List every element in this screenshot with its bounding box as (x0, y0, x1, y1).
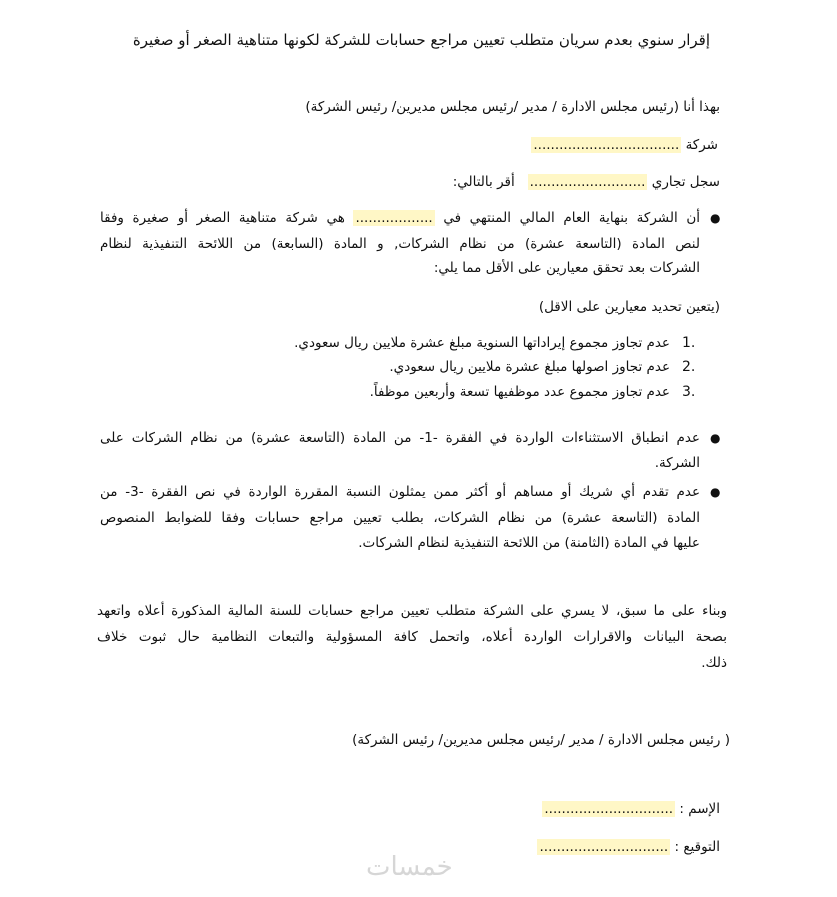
bullet1-line2: لنص المادة (التاسعة عشرة) من نظام الشركات, و المادة (السابعة) من اللائحة التنفيذية لنظام (100, 236, 700, 252)
signature-label: التوقيع : (674, 839, 720, 855)
criterion-item: عدم تجاوز مجموع عدد موظفيها تسعة وأربعين موظفاً. (369, 384, 670, 400)
bullet2-line1: عدم انطباق الاستثناءات الواردة في الفقرة -1- من المادة (التاسعة عشرة) من نظام الشركات على (100, 430, 700, 446)
criteria-note: (يتعين تحديد معيارين على الاقل) (538, 299, 720, 315)
company-line (531, 135, 718, 155)
intro-line: بهذا أنا (رئيس مجلس الادارة / مدير /رئيس مجلس مديرين/ رئيس الشركة) (305, 99, 720, 115)
bullet3-line1: عدم تقدم أي شريك أو مساهم أو أكثر ممن يمثلون النسبة المقررة الواردة في نص الفقرة -3- من (100, 484, 700, 500)
acknowledge-label: أقر بالتالي: (452, 174, 515, 190)
bullet1-line1 (100, 208, 700, 228)
cr-label: سجل تجاري (651, 174, 720, 190)
bullet3-line2: المادة (التاسعة عشرة) من نظام الشركات، بطلب تعيين مراجع حسابات وفقا للضوابط المنصوص (100, 510, 700, 526)
bullet1-text-a: أن الشركة بنهاية العام المالي المنتهي في (443, 210, 700, 226)
signature-field[interactable]: .............................. (539, 839, 669, 855)
criterion-item: عدم تجاوز اصولها مبلغ عشرة ملايين ريال سعودي. (389, 359, 670, 375)
name-label: الإسم : (679, 801, 720, 817)
cr-field[interactable]: ........................... (529, 174, 646, 190)
criterion-item: عدم تجاوز مجموع إيراداتها السنوية مبلغ عشرة ملايين ريال سعودي. (294, 335, 670, 351)
bullet2-line2: الشركة. (654, 455, 700, 471)
bullet-icon: ● (710, 431, 721, 445)
cr-line (453, 172, 720, 192)
closing-line3: ذلك. (701, 655, 727, 671)
criterion-number: 1. (682, 335, 696, 351)
name-field[interactable]: .............................. (544, 801, 674, 817)
criterion-number: 2. (682, 359, 696, 375)
document-title: إقرار سنوي بعدم سريان متطلب تعيين مراجع حسابات للشركة لكونها متناهية الصغر أو صغيرة (132, 31, 710, 49)
bullet1-text-b: هي شركة متناهية الصغر أو صغيرة وفقا (100, 210, 345, 226)
signature-line (537, 837, 720, 857)
company-field[interactable]: .................................. (533, 137, 680, 153)
bullet-icon: ● (710, 211, 721, 225)
watermark-logo: خمسات (366, 852, 453, 882)
name-line (542, 799, 720, 819)
company-label: شركة (685, 137, 718, 153)
bullet1-line3: الشركات بعد تحقق معيارين على الأقل مما يلي: (433, 260, 700, 276)
closing-line1: وبناء على ما سبق، لا يسري على الشركة متطلب تعيين مراجع حسابات للسنة المالية المذكورة أعلاه واتعهد (97, 603, 727, 619)
bullet-icon: ● (710, 485, 721, 499)
criterion-number: 3. (682, 384, 696, 400)
signer-role: ( رئيس مجلس الادارة / مدير /رئيس مجلس مديرين/ رئيس الشركة) (352, 732, 730, 748)
bullet3-line3: عليها في المادة (الثامنة) من اللائحة التنفيذية لنظام الشركات. (358, 535, 700, 551)
fiscal-year-field[interactable]: .................. (355, 210, 433, 226)
closing-line2: بصحة البيانات والاقرارات الواردة أعلاه، واتحمل كافة المسؤولية والتبعات النظامية حال ثبوت خلاف (97, 629, 727, 645)
